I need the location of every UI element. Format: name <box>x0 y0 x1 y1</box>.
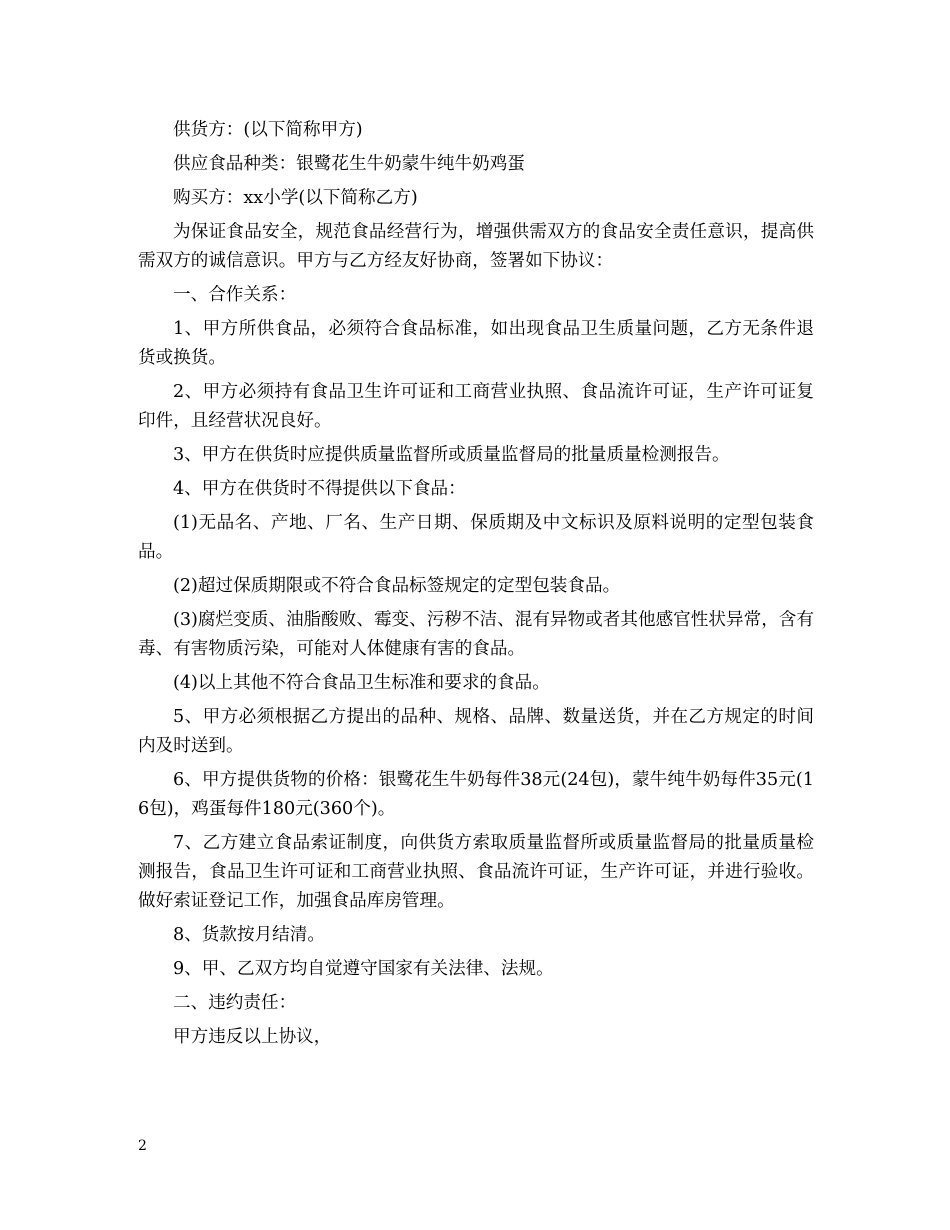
food-types-line: 供应食品种类：银鹭花生牛奶蒙牛纯牛奶鸡蛋 <box>173 154 525 174</box>
clause-1: 1、甲方所供食品，必须符合食品标准，如出现食品卫生质量问题，乙方无条件退货或换货。 <box>138 319 814 368</box>
buyer-line: 购买方：xx小学(以下简称乙方) <box>173 188 418 208</box>
clause-4-item-4: (4)以上其他不符合食品卫生标准和要求的食品。 <box>173 673 550 693</box>
clause-7: 7、乙方建立食品索证制度，向供货方索取质量监督所或质量监督局的批量质量检测报告，食品卫生许可证和工商营业执照、食品流许可证，生产许可证，并进行验收。做好索证登记工作，加强食品库房管理。 <box>138 833 814 911</box>
document-body <box>138 116 814 1057</box>
clause-4-item-2: (2)超过保质期限或不符合食品标签规定的定型包装食品。 <box>173 576 621 596</box>
supplier-line: 供货方：(以下简称甲方) <box>173 120 363 140</box>
clause-4-item-1: (1)无品名、产地、厂名、生产日期、保质期及中文标识及原料说明的定型包装食品。 <box>138 513 814 562</box>
clause-2: 2、甲方必须持有食品卫生许可证和工商营业执照、食品流许可证，生产许可证复印件，且经营状况良好。 <box>138 382 814 431</box>
clause-8: 8、货款按月结清。 <box>173 925 325 945</box>
clause-4-item-3: (3)腐烂变质、油脂酸败、霉变、污秽不洁、混有异物或者其他感官性状异常，含有毒、有害物质污染，可能对人体健康有害的食品。 <box>138 610 814 659</box>
preamble-paragraph: 为保证食品安全，规范食品经营行为，增强供需双方的食品安全责任意识，提高供需双方的诚信意识。甲方与乙方经友好协商，签署如下协议： <box>138 222 814 271</box>
clause-3: 3、甲方在供货时应提供质量监督所或质量监督局的批量质量检测报告。 <box>173 445 730 465</box>
section-heading-cooperation: 一、合作关系： <box>173 285 297 305</box>
clause-5: 5、甲方必须根据乙方提出的品种、规格、品牌、数量送货，并在乙方规定的时间内及时送到。 <box>138 707 814 756</box>
page-number: 2 <box>138 1138 147 1154</box>
breach-paragraph: 甲方违反以上协议， <box>173 1027 332 1047</box>
clause-6: 6、甲方提供货物的价格：银鹭花生牛奶每件38元(24包)，蒙牛纯牛奶每件35元(16包)，鸡蛋每件180元(360个)。 <box>138 770 814 819</box>
clause-9: 9、甲、乙双方均自觉遵守国家有关法律、法规。 <box>173 959 554 979</box>
section-heading-breach: 二、违约责任： <box>173 993 297 1013</box>
clause-4: 4、甲方在供货时不得提供以下食品： <box>173 479 466 499</box>
